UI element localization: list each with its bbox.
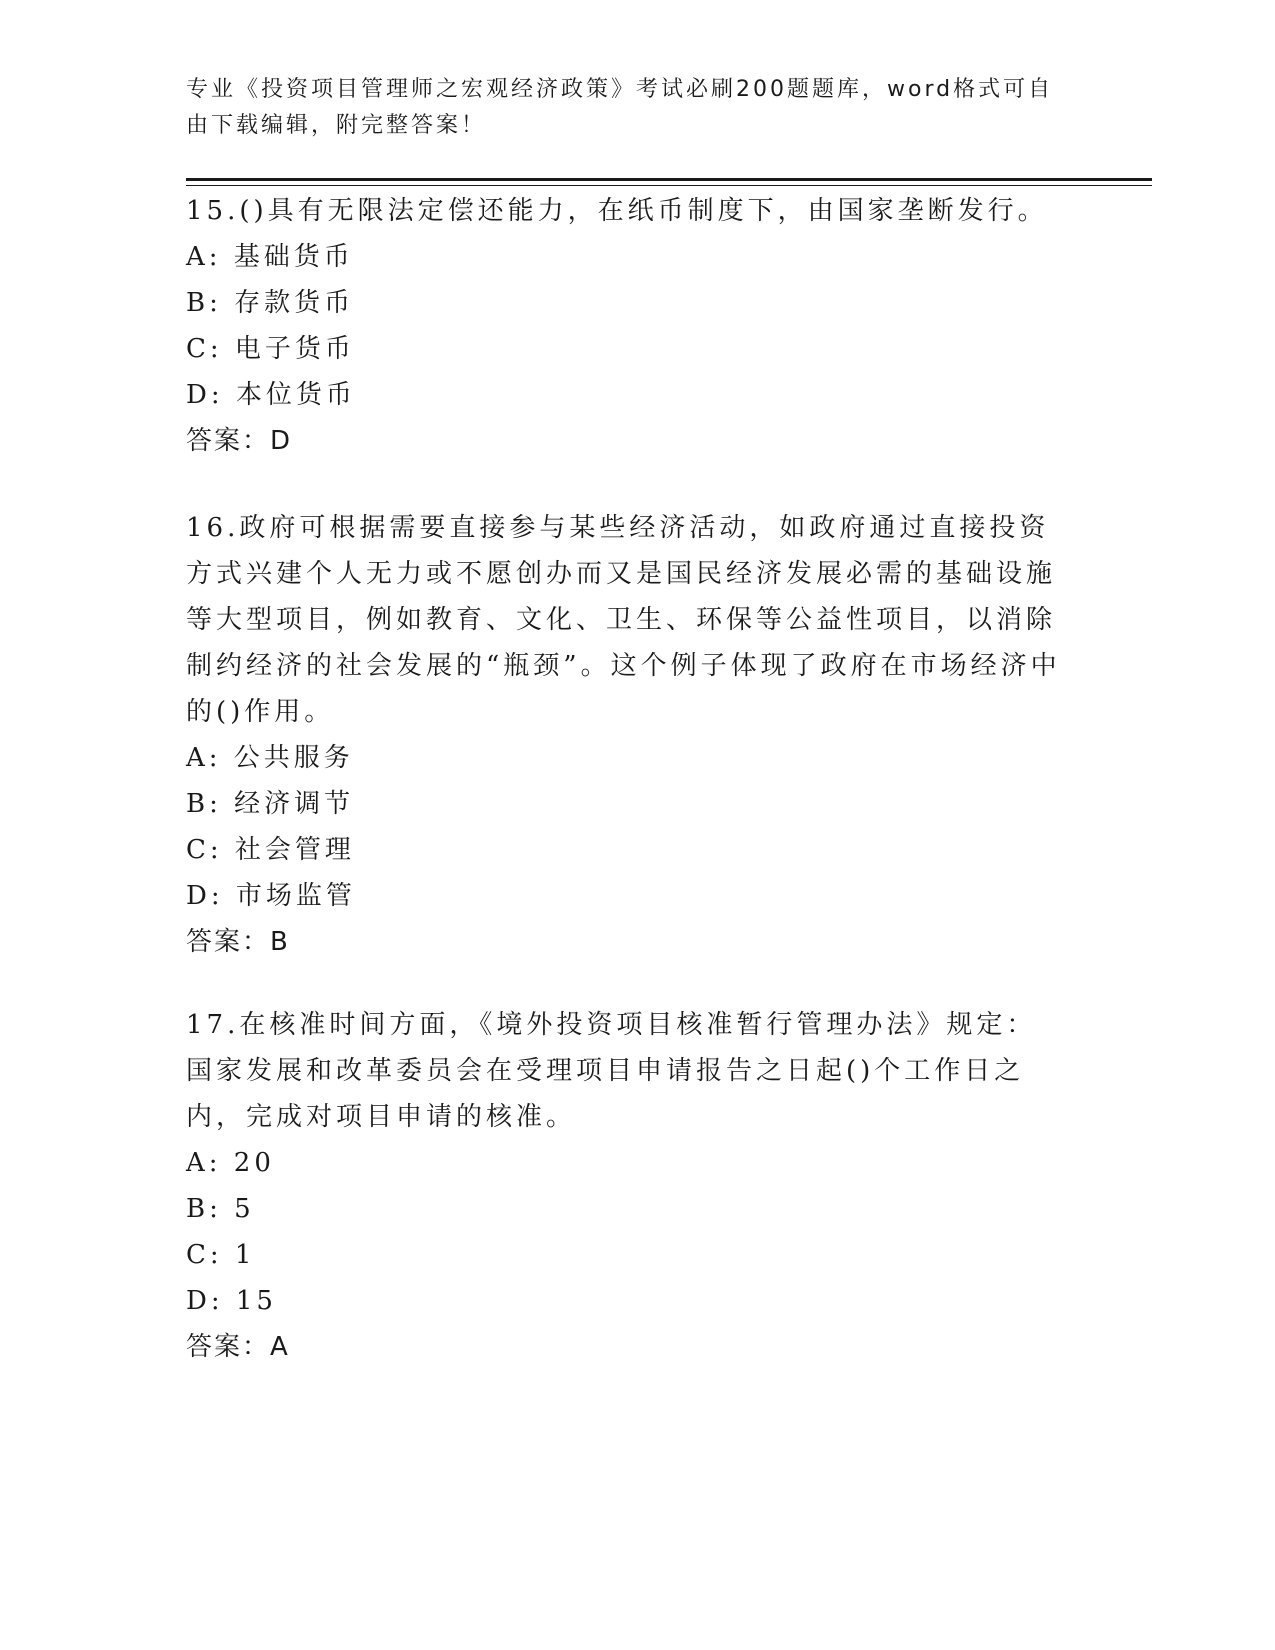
option-c: C: 电子货币 [186, 334, 355, 364]
question-15 [186, 188, 1066, 464]
option-c: C: 1 [186, 1240, 256, 1270]
header-divider-thin [186, 185, 1152, 186]
option-d: D: 市场监管 [186, 881, 356, 911]
option-c: C: 社会管理 [186, 835, 355, 865]
question-17 [186, 1002, 1066, 1370]
option-a: A: 基础货币 [186, 242, 354, 272]
question-text: 15.()具有无限法定偿还能力，在纸币制度下，由国家垄断发行。 [186, 196, 1048, 226]
question-text: 17.在核准时间方面，《境外投资项目核准暂行管理办法》规定：国家发展和改革委员会在受理项目申请报告之日起()个工作日之内，完成对项目申请的核准。 [186, 1010, 1037, 1132]
header-divider-thick [186, 178, 1152, 181]
answer-line: 答案：B [186, 927, 290, 957]
option-b: B: 经济调节 [186, 789, 355, 819]
question-16 [186, 505, 1066, 965]
option-a: A: 20 [186, 1148, 275, 1178]
document-header: 专业《投资项目管理师之宏观经济政策》考试必刷200题题库，word格式可自由下载编辑，附完整答案！ [186, 77, 1054, 138]
option-d: D: 15 [186, 1286, 277, 1316]
question-text: 16.政府可根据需要直接参与某些经济活动，如政府通过直接投资方式兴建个人无力或不愿创办而又是国民经济发展必需的基础设施等大型项目，例如教育、文化、卫生、环保等公益性项目，以消除制约经济的社会发展的“瓶颈”。这个例子体现了政府在市场经济中的()作用。 [186, 513, 1061, 727]
option-a: A: 公共服务 [186, 743, 354, 773]
answer-line: 答案：A [186, 1332, 290, 1362]
option-b: B: 存款货币 [186, 288, 355, 318]
option-b: B: 5 [186, 1194, 255, 1224]
answer-line: 答案：D [186, 426, 293, 456]
option-d: D: 本位货币 [186, 380, 356, 410]
